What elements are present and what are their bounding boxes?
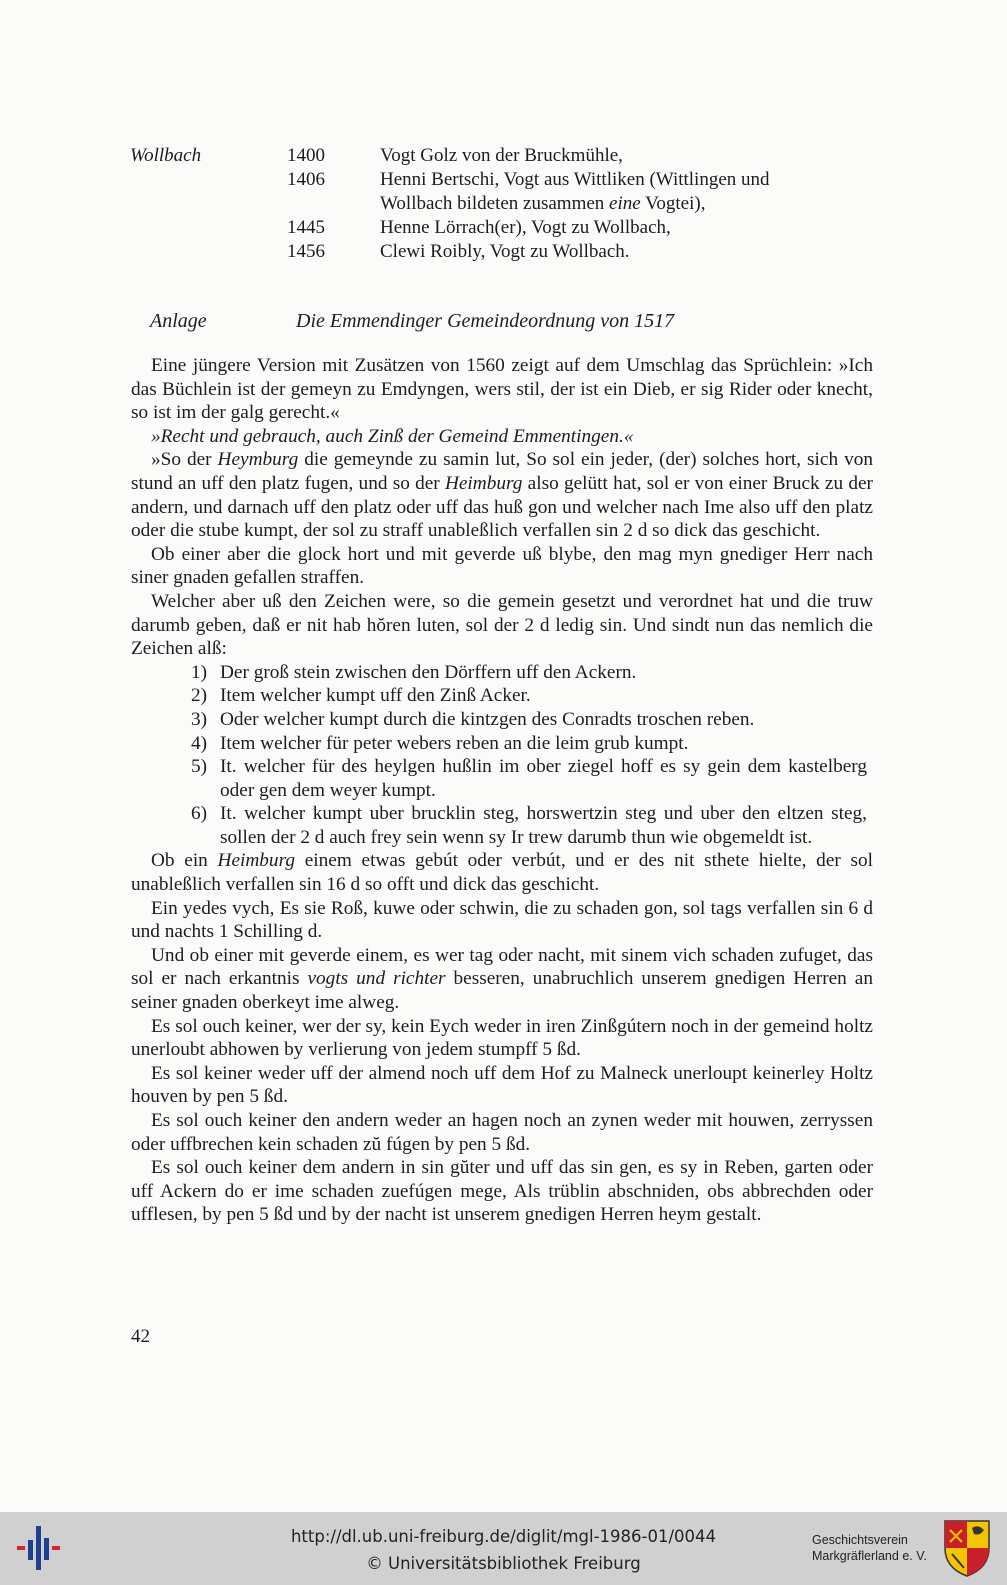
paragraph: Es sol keiner weder uff der almend noch uff dem Hof zu Malneck unerloupt keinerley Holtz houven by pen 5 ßd. bbox=[131, 1062, 873, 1108]
year: 1406 bbox=[287, 169, 325, 190]
vogt-entry: Clewi Roibly, Vogt zu Wollbach. bbox=[380, 241, 630, 262]
signs-list bbox=[131, 661, 873, 850]
vogt-row bbox=[130, 144, 850, 168]
paragraph: Ein yedes vych, Es sie Roß, kuwe oder schwin, die zu schaden gon, sol tags verfallen sin 6 d und nachts 1 Schilling d. bbox=[131, 897, 873, 943]
paragraph: Und ob einer mit geverde einem, es wer tag oder nacht, mit sinem vich schaden zufuget, das sol er nach erkantnis vogts und richter besseren, unabruchlich unserem gnedigen Herren an seiner gnaden oberkeyt ime alweg. bbox=[131, 944, 873, 1014]
copyright-notice: © Universitätsbibliothek Freiburg bbox=[366, 1554, 641, 1573]
paragraph-title-quote: »Recht und gebrauch, auch Zinß der Gemeind Emmentingen.« bbox=[151, 425, 634, 447]
list-item: 5) It. welcher für des heylgen hußlin im ober ziegel hoff es sy gein dem kastelberg oder gen dem weyer kumpt. bbox=[191, 756, 867, 801]
coat-of-arms-icon[interactable] bbox=[942, 1518, 992, 1578]
paragraph: Ob einer aber die glock hort und mit geverde uß blybe, den mag myn gnediger Herr nach siner gnaden gefallen straffen. bbox=[131, 543, 873, 589]
paragraph: Eine jüngere Version mit Zusätzen von 1560 zeigt auf dem Umschlag das Sprüchlein: »Ich das Büchlein ist der gemeyn zu Emdyngen, wers stil, der ist ein Dieb, er sig Rider oder knecht, so ist im der galg gerecht.« bbox=[131, 355, 873, 424]
paragraph: Es sol ouch keiner den andern weder an hagen noch an zynen weder mit houwen, zerryssen oder uffbrechen kein schaden zŭ fúgen by pen 5 ßd. bbox=[131, 1110, 873, 1155]
permalink-url[interactable]: http://dl.ub.uni-freiburg.de/diglit/mgl-1986-01/0044 bbox=[290, 1527, 717, 1546]
vogt-entry: Henni Bertschi, Vogt aus Wittliken (Wittlingen und Wollbach bildeten zusammen eine Vogtei), bbox=[380, 169, 770, 214]
list-item: 6) It. welcher kumpt uber brucklin steg, horswertzin steg und uber den eltzen steg, sollen der 2 d auch frey sein wenn sy Ir trew darumb thun wie obgemeldt ist. bbox=[191, 803, 867, 848]
paragraph: Welcher aber uß den Zeichen were, so die gemein gesetzt und verordnet hat und die truw darumb geben, daß er nit hab hŏren luten, sol der 2 d ledig sin. Und sindt nun das nemlich die Zeichen alß: bbox=[131, 590, 873, 660]
vogt-entry: Henne Lörrach(er), Vogt zu Wollbach, bbox=[380, 217, 671, 238]
vogt-row bbox=[130, 168, 850, 216]
section-title: Die Emmendinger Gemeindeordnung von 1517 bbox=[296, 310, 675, 332]
year: 1400 bbox=[287, 145, 325, 166]
list-item: 4) Item welcher für peter webers reben an die leim grub kumpt. bbox=[191, 732, 689, 754]
paragraph: Es sol ouch keiner, wer der sy, kein Eych weder in iren Zinßgútern noch in der gemeind holtz unerloubt abhowen by verlierung von jedem stumpff 5 ßd. bbox=[131, 1015, 873, 1061]
year: 1445 bbox=[287, 217, 325, 238]
paragraph: Es sol ouch keiner dem andern in sin gŭter und uff das sin gen, es sy in Reben, garten oder uff Ackern do er ime schaden zuefúgen mege, Als trüblin abschniden, obs abbrechden oder ufflesen, by pen 5 ßd und by der nacht ist unserem gnedigen Herren heym gestalt. bbox=[131, 1157, 873, 1226]
paragraph: »So der Heymburg die gemeynde zu samin lut, So sol ein jeder, (der) solches hort, sich von stund an uff den platz fugen, und so der Heimburg also gelütt hat, sol er von einer Bruck zu der andern, und darnach uff den platz oder uff das huß gon und welcher nach Ime also uff den platz oder die stube kumpt, der sol zu straff unableßlich verfallen sin 2 d so dick das geschicht. bbox=[131, 449, 873, 542]
place-name: Wollbach bbox=[130, 145, 202, 166]
year: 1456 bbox=[287, 241, 325, 262]
vogt-row bbox=[130, 216, 850, 240]
body-text bbox=[131, 354, 873, 1227]
society-name: Geschichtsverein Markgräflerland e. V. bbox=[812, 1533, 927, 1563]
page-number: 42 bbox=[131, 1326, 150, 1347]
list-item: 1) Der groß stein zwischen den Dörffern uff den Ackern. bbox=[191, 661, 637, 683]
section-label: Anlage bbox=[150, 310, 207, 332]
vogt-entry: Vogt Golz von der Bruckmühle, bbox=[380, 145, 623, 166]
list-item: 3) Oder welcher kumpt durch die kintzgen des Conradts troschen reben. bbox=[191, 708, 755, 730]
paragraph: Ob ein Heimburg einem etwas gebút oder verbút, und er des nit sthete hielte, der sol unableßlich verfallen sin 16 d so offt und dick das geschicht. bbox=[131, 850, 873, 896]
list-item: 2) Item welcher kumpt uff den Zinß Acker. bbox=[191, 685, 531, 707]
vogt-row bbox=[130, 240, 850, 264]
vogt-table bbox=[130, 144, 850, 264]
